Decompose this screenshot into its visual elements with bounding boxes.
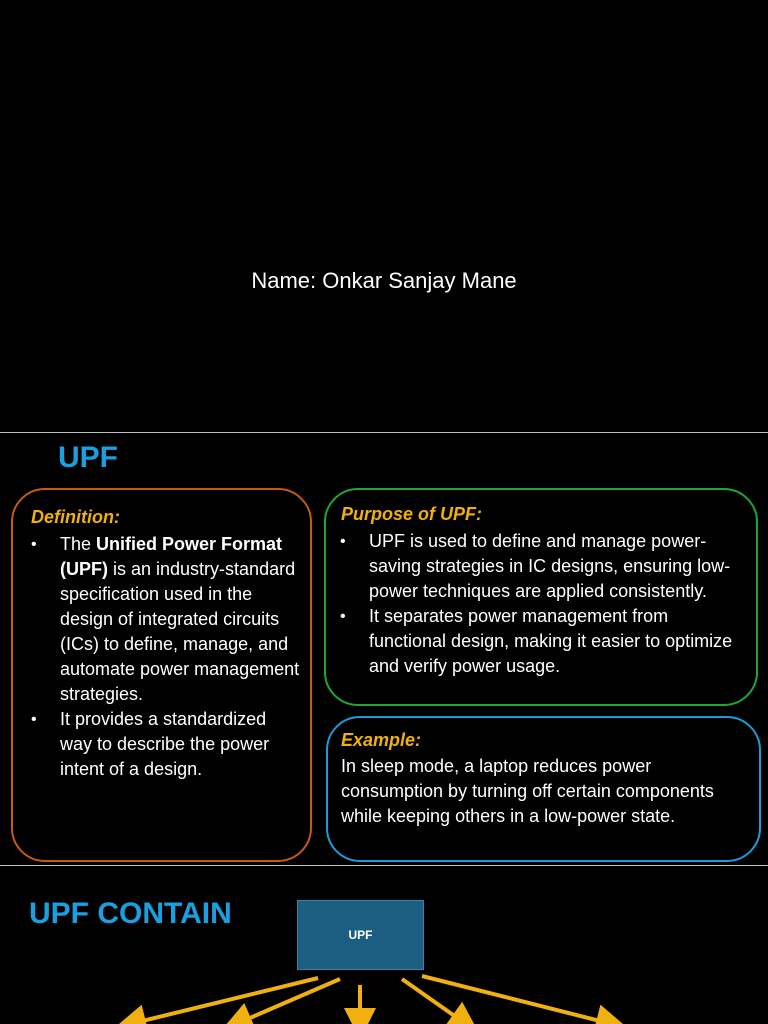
definition-bullet: • It provides a standardized way to describe the power intent of a design. [31,707,301,782]
upf-block-label: UPF [348,928,373,942]
purpose-bullet: • It separates power management from functional design, making it easier to optimize and verify power usage. [340,604,745,679]
slide-title: UPF [58,441,118,474]
arrow-5 [422,976,612,1024]
example-heading: Example: [341,730,422,750]
upf-contain-slide [0,866,768,1024]
definition-heading: Definition: [31,507,120,527]
arrows-diagram [0,866,768,1024]
example-text: In sleep mode, a laptop reduces power consumption by turning off certain components while keeping others in a low-power state. [341,756,714,826]
definition-list [31,532,301,782]
definition-bullet: • The Unified Power Format (UPF) is an industry-standard specification used in the design of integrated circuits (ICs) to define, manage, and automate power management strategies. [31,532,301,707]
upf-term: Unified Power Format (UPF) [60,534,283,579]
slide-title: UPF CONTAIN [29,897,232,930]
author-name: Name: Onkar Sanjay Mane [251,268,517,293]
purpose-bullet: • UPF is used to define and manage power-saving strategies in IC designs, ensuring low-power techniques are applied consistently. [340,529,745,604]
upf-slide [0,433,768,865]
purpose-list [340,529,745,679]
title-slide [0,0,768,432]
purpose-heading: Purpose of UPF: [341,504,483,524]
